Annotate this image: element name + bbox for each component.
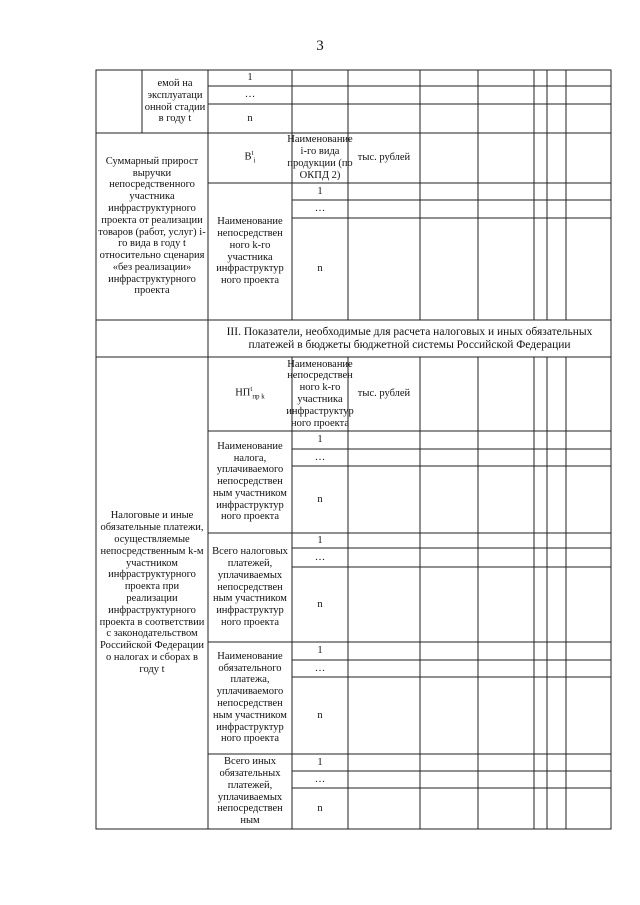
- tax-symbol-sup: t: [250, 385, 253, 394]
- revenue-symbol-sub: i: [253, 156, 256, 165]
- tax-participant-header: Наименование непосредствен ного k-го участника инфраструктур ного проекта: [286, 358, 354, 429]
- tax-group-1-label: Наименование налога, уплачиваемого непосредствен ным участником инфраструктур ного проекта: [213, 440, 287, 523]
- tax-group-1-row-n: n: [317, 493, 323, 505]
- product-header: Наименование i-го вида продукции (по ОКПД 2): [287, 134, 353, 181]
- tax-group-1-row-ellipsis: …: [314, 451, 326, 463]
- revenue-row-1: 1: [317, 185, 323, 197]
- tax-group-4-row-n: n: [317, 802, 323, 814]
- top-row-n: n: [247, 112, 253, 124]
- tax-group-4-row-ellipsis: …: [314, 773, 326, 785]
- section-iii-title: III. Показатели, необходимые для расчета налоговых и иных обязательных платежей в бюджеты бюджетной системы Российской Федерации: [226, 325, 593, 351]
- tax-group-3-row-n: n: [317, 709, 323, 721]
- revenue-symbol: [208, 133, 292, 183]
- revenue-participant-label: Наименование непосредствен ного k-го участника инфраструктур ного проекта: [216, 216, 284, 287]
- tax-unit: тыс. рублей: [357, 388, 411, 400]
- tax-symbol-letters: НП: [235, 387, 251, 399]
- tax-group-4-label: Всего иных обязательных платежей, уплачиваемых непосредствен ным: [217, 756, 283, 827]
- top-row-1: 1: [247, 72, 253, 84]
- tax-symbol: [208, 357, 292, 431]
- tax-label: Налоговые и иные обязательные платежи, осуществляемые непосредственным k-м участником инфраструктурного проекта при реализации инфраструктурного проекта в соответствии с законодательством Российской Федерации о налогах и сборах в году t: [99, 510, 205, 675]
- revenue-symbol-letter: B: [244, 151, 252, 163]
- stage-label: емой на эксплуатаци онной стадии в году t: [144, 77, 206, 125]
- tax-group-3-label: Наименование обязательного платежа, уплачиваемого непосредствен ным участником инфраструктур ного проекта: [213, 650, 287, 745]
- tax-group-1-row-1: 1: [317, 434, 323, 446]
- revenue-row-ellipsis: …: [314, 203, 326, 215]
- tax-group-2-row-ellipsis: …: [314, 551, 326, 563]
- tax-group-2-label: Всего налоговых платежей, уплачиваемых непосредствен ным участником инфраструктур ного проекта: [212, 546, 288, 628]
- tax-group-2-row-n: n: [317, 598, 323, 610]
- tax-group-4-row-1: 1: [317, 756, 323, 768]
- revenue-symbol-sup: t: [251, 149, 254, 158]
- top-row-ellipsis: …: [244, 89, 256, 101]
- tax-group-3-row-ellipsis: …: [314, 662, 326, 674]
- revenue-label: Суммарный прирост выручки непосредственного участника инфраструктурного проекта от реализации товаров (работ, услуг) i-го вида в году t относительно сценария «без реализации» инфраструктурного проекта: [98, 155, 206, 297]
- page-number: 3: [316, 38, 324, 54]
- revenue-row-n: n: [317, 263, 323, 275]
- tax-group-2-row-1: 1: [317, 534, 323, 546]
- tax-symbol-sub: пр k: [252, 392, 265, 401]
- revenue-unit: тыс. рублей: [357, 152, 411, 164]
- tax-group-3-row-1: 1: [317, 645, 323, 657]
